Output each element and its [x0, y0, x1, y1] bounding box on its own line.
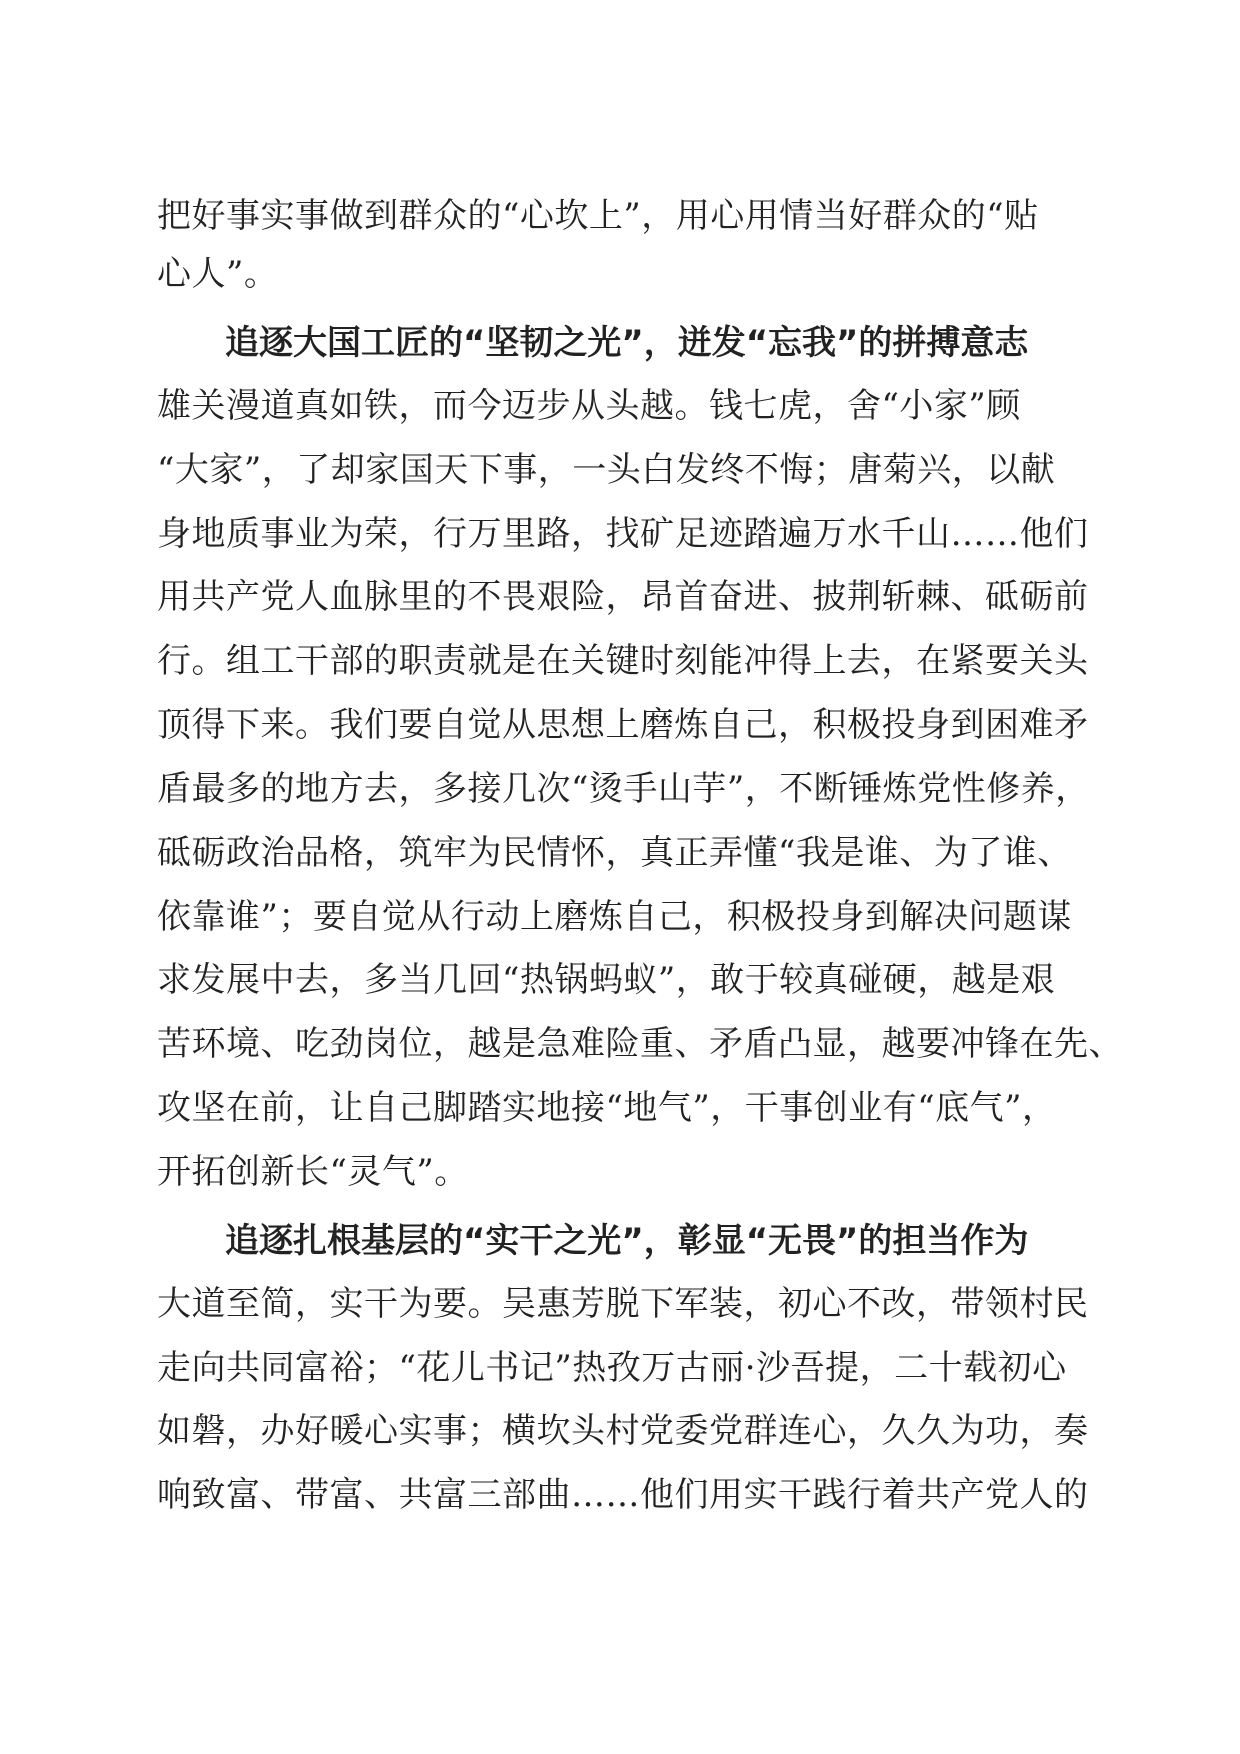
section-heading: 追逐大国工匠的“坚韧之光”，迸发“忘我”的拼搏意志 [225, 323, 1029, 363]
body-line: 求发展中去，多当几回“热锅蚂蚁”，敢于较真碰硬，越是艰 [157, 960, 1056, 1000]
body-line: 盾最多的地方去，多接几次“烫手山芋”，不断锤炼党性修养， [157, 769, 1090, 809]
body-line: 如磐，办好暖心实事；横坎头村党委党群连心，久久为功，奏 [157, 1411, 1089, 1451]
body-line: 行。组工干部的职责就是在关键时刻能冲得上去，在紧要关头 [157, 641, 1089, 681]
section-heading: 追逐扎根基层的“实干之光”，彰显“无畏”的担当作为 [225, 1221, 1029, 1261]
body-line: 苦环境、吃劲岗位，越是急难险重、矛盾凸显，越要冲锋在先、 [157, 1024, 1123, 1064]
body-line: 雄关漫道真如铁，而今迈步从头越。钱七虎，舍“小家”顾 [157, 386, 1021, 426]
body-line: 用共产党人血脉里的不畏艰险，昂首奋进、披荆斩棘、砥砺前 [157, 577, 1089, 617]
body-line: 身地质事业为荣，行万里路，找矿足迹踏遍万水千山……他们 [157, 514, 1089, 554]
body-line: 顶得下来。我们要自觉从思想上磨炼自己，积极投身到困难矛 [157, 705, 1089, 745]
body-line: 大道至简，实干为要。吴惠芳脱下军装，初心不改，带领村民 [157, 1284, 1089, 1324]
body-line: 响致富、带富、共富三部曲……他们用实干践行着共产党人的 [157, 1475, 1089, 1515]
body-line: 把好事实事做到群众的“心坎上”，用心用情当好群众的“贴 [157, 196, 1039, 236]
body-line: 心人”。 [157, 254, 279, 294]
body-line: 依靠谁”；要自觉从行动上磨炼自己，积极投身到解决问题谋 [157, 897, 1072, 937]
body-line: 砥砺政治品格，筑牢为民情怀，真正弄懂“我是谁、为了谁、 [157, 833, 1072, 873]
body-line: 开拓创新长“灵气”。 [157, 1152, 469, 1192]
body-line: 走向共同富裕；“花儿书记”热孜万古丽·沙吾提，二十载初心 [157, 1348, 1067, 1388]
body-line: “大家”，了却家国天下事，一头白发终不悔；唐菊兴，以献 [157, 450, 1056, 490]
body-line: 攻坚在前，让自己脚踏实地接“地气”，干事创业有“底气”， [157, 1088, 1057, 1128]
